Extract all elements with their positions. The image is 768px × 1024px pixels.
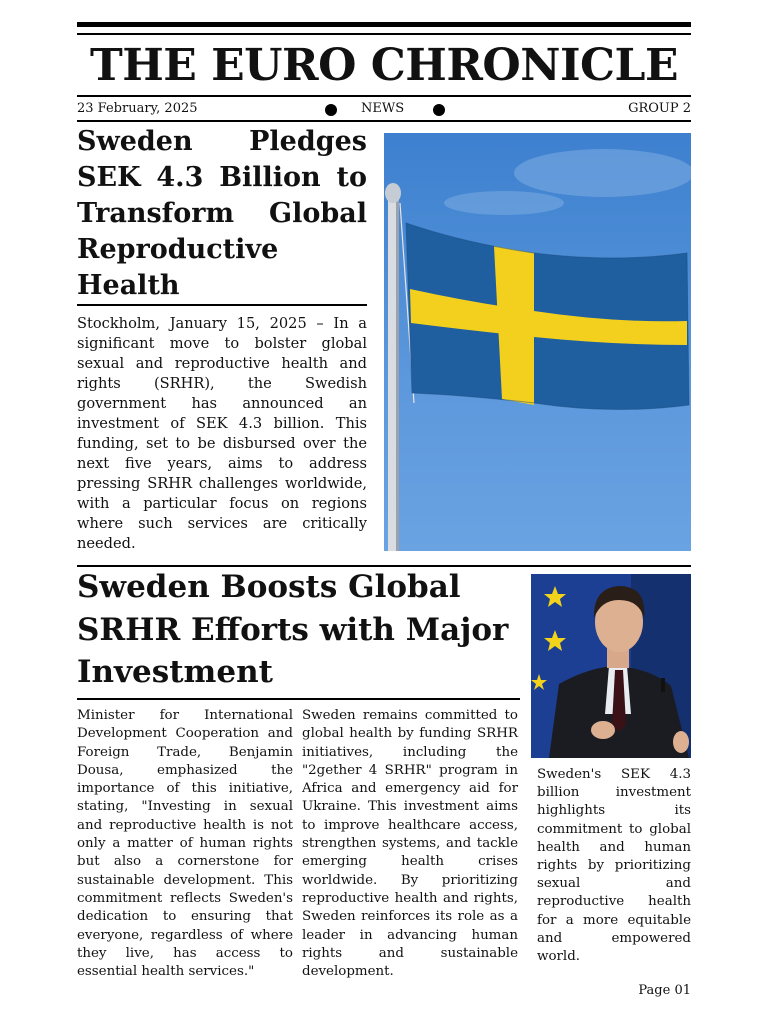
page-number: Page 01 — [638, 983, 691, 998]
lead-body: Stockholm, January 15, 2025 – In a significant move to bolster global sexual and reproductive health and rights (SRHR), the Swedish government has announced an investment of SEK 4.3 billion. This funding, set to be disbursed over the next five years, aims to address pressing SRHR challenges worldwide, with a particular focus on regions where such services are critically needed. — [77, 315, 367, 552]
minister-portrait — [531, 574, 691, 758]
lead-headline-rule — [77, 304, 367, 306]
bullet-dot-left — [325, 104, 337, 116]
minister-photo-image — [531, 574, 691, 758]
masthead-bottom-rule — [77, 95, 691, 97]
swedish-flag-image — [384, 133, 691, 551]
second-headline-rule — [77, 698, 520, 700]
article-column-1: Minister for International Development Cooperation and Foreign Trade, Benjamin Dousa, emphasized the importance of this initiative, stating, "Investing in sexual and reproductive health is not only a matter of human rights but also a cornerstone for sustainable development. This commitment reflects Sweden's dedication to ensuring that everyone, regardless of where they live, has access to essential health services." — [77, 708, 293, 980]
swedish-flag-photo — [384, 133, 691, 551]
top-thick-rule — [77, 22, 691, 27]
bullet-dot-right — [433, 104, 445, 116]
article-column-2: Sweden remains committed to global health by funding SRHR initiatives, including the "2gether 4 SRHR" program in Africa and emergency aid for Ukraine. This investment aims to improve healthcare access, strengthen systems, and tackle emerging health crises worldwide. By prioritizing reproductive health and rights, Sweden reinforces its role as a leader in advancing human rights and sustainable development. — [302, 708, 518, 980]
lead-headline: Sweden Pledges SEK 4.3 Billion to Transform Global Reproductive Health — [77, 126, 367, 301]
section-label: NEWS — [361, 101, 405, 116]
second-headline: Sweden Boosts Global SRHR Efforts with Major Investment — [77, 569, 509, 690]
masthead-title: THE EURO CHRONICLE — [89, 40, 679, 91]
dateline-bottom-rule — [77, 120, 691, 122]
group-label: GROUP 2 — [628, 101, 691, 116]
photo-caption: Sweden's SEK 4.3 billion investment highlights its commitment to global health and human rights by prioritizing sexual and reproductive health for a more equitable and empowered world. — [537, 767, 691, 965]
issue-date: 23 February, 2025 — [77, 101, 198, 116]
top-thin-rule — [77, 33, 691, 35]
